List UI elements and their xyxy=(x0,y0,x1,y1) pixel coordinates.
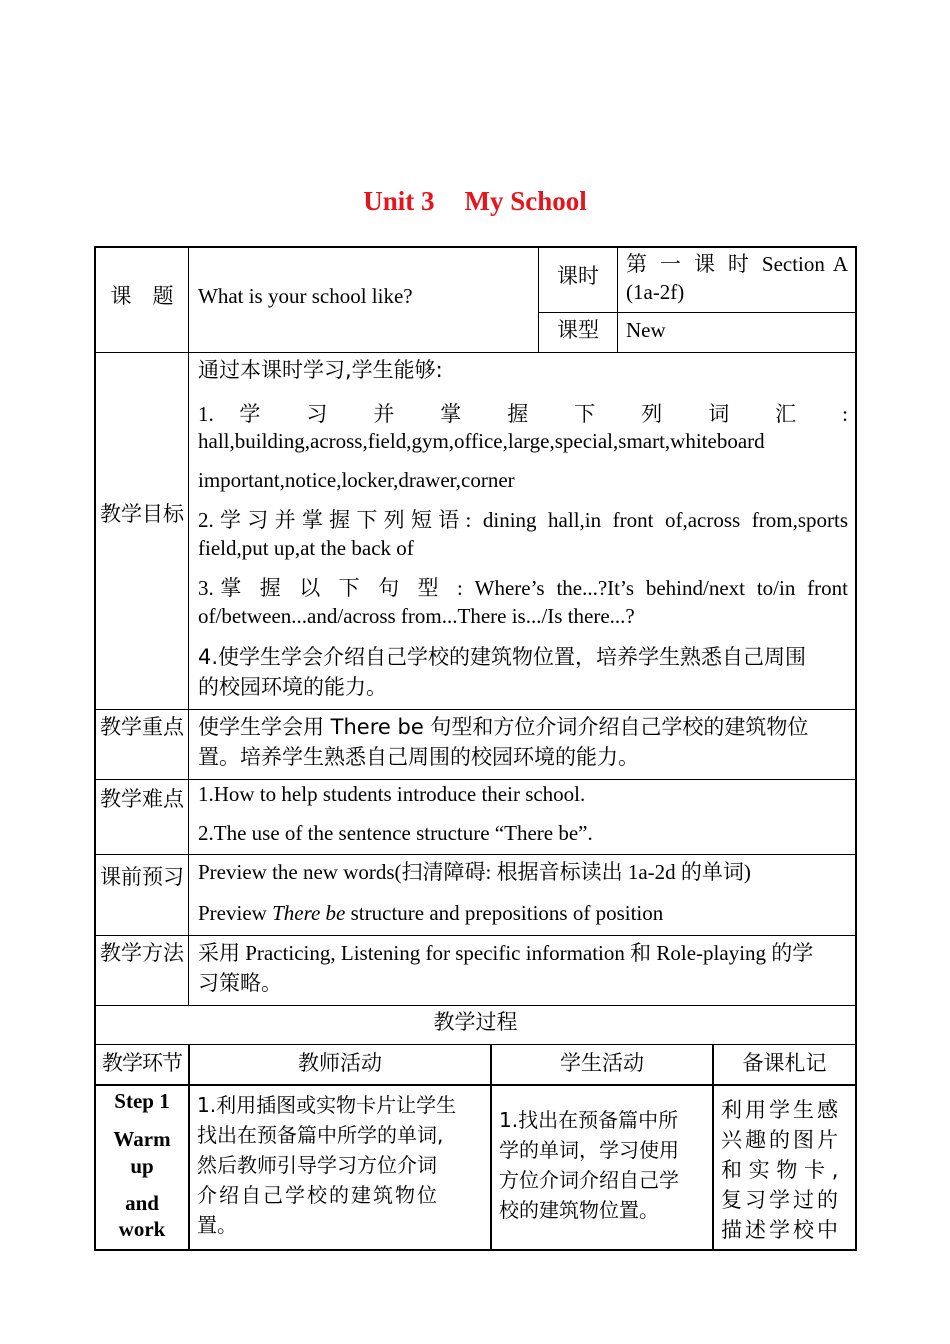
key-points-line-1: 使学生学会用 There be 句型和方位介词介绍自己学校的建筑物位 xyxy=(198,715,809,739)
notes-4: 复习学过的 xyxy=(721,1188,841,1212)
student-activity-4: 校的建筑物位置。 xyxy=(499,1198,659,1222)
difficulty-1: 1.How to help students introduce their school. xyxy=(198,782,586,806)
row-sep-4 xyxy=(94,854,857,855)
step-name-3: and xyxy=(125,1191,159,1215)
row-sep-5 xyxy=(94,935,857,936)
objectives-label: 教学目标 xyxy=(100,502,184,526)
process-col-notes: 备课札记 xyxy=(742,1051,827,1075)
step-name-2: up xyxy=(130,1154,154,1178)
process-col-stage: 教学环节 xyxy=(102,1051,182,1075)
preview-line-2: Preview There be structure and prepositions of position xyxy=(198,901,664,925)
topic-label: 课 题 xyxy=(110,284,174,308)
objectives-intro: 通过本课时学习,学生能够: xyxy=(198,358,443,382)
objective-2-cont: field,put up,at the back of xyxy=(198,536,414,560)
objective-3: 3.掌 握 以 下 句 型 : Where’s the...?It’s behind/next to/in front xyxy=(198,576,848,600)
objective-1-words: hall,building,across,field,gym,office,large,special,smart,whiteboard xyxy=(198,429,765,453)
methods-line-1: 采用 Practicing, Listening for specific information 和 Role-playing 的学 xyxy=(198,941,814,965)
difficulty-2: 2.The use of the sentence structure “There be”. xyxy=(198,821,593,845)
student-activity-2: 学的单词，学习使用 xyxy=(499,1138,679,1162)
row-sep-8 xyxy=(94,1084,857,1086)
methods-label: 教学方法 xyxy=(100,941,184,965)
objective-4: 4.使学生学会介绍自己学校的建筑物位置，培养学生熟悉自己周围 xyxy=(198,645,807,669)
teacher-activity-3: 然后教师引导学习方位介词 xyxy=(197,1153,437,1177)
key-points-label: 教学重点 xyxy=(100,715,184,739)
process-col-student: 学生活动 xyxy=(560,1051,644,1075)
label-column-divider xyxy=(188,246,189,1006)
table-border-right xyxy=(855,246,857,1251)
table-border-bottom xyxy=(94,1249,857,1251)
student-activity-1: 1.找出在预备篇中所 xyxy=(499,1108,679,1132)
notes-2: 兴趣的图片 xyxy=(721,1128,841,1152)
row-sep-7 xyxy=(94,1044,857,1045)
preview-line-1: Preview the new words(扫清障碍: 根据音标读出 1a-2d 的单词) xyxy=(198,860,751,884)
unit-number: Unit 3 xyxy=(363,186,435,216)
methods-line-2: 习策略。 xyxy=(198,971,282,995)
type-label: 课型 xyxy=(557,318,599,342)
unit-name: My School xyxy=(464,186,587,216)
student-activity-3: 方位介词介绍自己学 xyxy=(499,1168,679,1192)
period-value: 第 一 课 时 Section A (1a-2f) xyxy=(626,252,848,304)
objective-4-cont: 的校园环境的能力。 xyxy=(198,675,387,699)
process-col-teacher: 教师活动 xyxy=(298,1051,382,1075)
teacher-activity-5: 置。 xyxy=(197,1213,237,1237)
process-title: 教学过程 xyxy=(433,1010,518,1034)
step-label: Step 1 xyxy=(114,1089,170,1113)
step-name-1: Warm xyxy=(113,1127,171,1151)
notes-5: 描述学校中 xyxy=(721,1218,841,1242)
row-sep-6 xyxy=(94,1005,857,1006)
table-border-top xyxy=(94,246,857,248)
objective-3-cont: of/between...and/across from...There is.../Is there...? xyxy=(198,604,635,628)
row-sep-2 xyxy=(94,709,857,710)
period-label: 课时 xyxy=(557,264,599,288)
difficulties-label: 教学难点 xyxy=(100,787,184,811)
teacher-activity-1: 1.利用插图或实物卡片让学生 xyxy=(197,1093,457,1117)
type-value: New xyxy=(626,318,666,342)
topic-value: What is your school like? xyxy=(198,284,413,308)
objective-1-heading: 1. 学 习 并 掌 握 下 列 词 汇 : xyxy=(198,402,848,426)
header-divider-b xyxy=(617,246,618,353)
objective-2: 2.学习并掌握下列短语: dining hall,in front of,across from,sports xyxy=(198,508,848,532)
header-divider-c xyxy=(538,312,856,313)
teacher-activity-2: 找出在预备篇中所学的单词, xyxy=(197,1123,444,1147)
preview-label: 课前预习 xyxy=(100,865,184,889)
teacher-activity-4: 介绍自己学校的建筑物位 xyxy=(197,1183,439,1207)
notes-1: 利用学生感 xyxy=(721,1098,841,1122)
key-points-line-2: 置。培养学生熟悉自己周围的校园环境的能力。 xyxy=(198,745,639,769)
notes-3: 和 实 物 卡 , xyxy=(721,1158,839,1182)
document-title xyxy=(0,186,950,217)
objective-1-words-cont: important,notice,locker,drawer,corner xyxy=(198,468,515,492)
row-sep-1 xyxy=(94,352,857,353)
step-name-4: work xyxy=(118,1217,166,1241)
